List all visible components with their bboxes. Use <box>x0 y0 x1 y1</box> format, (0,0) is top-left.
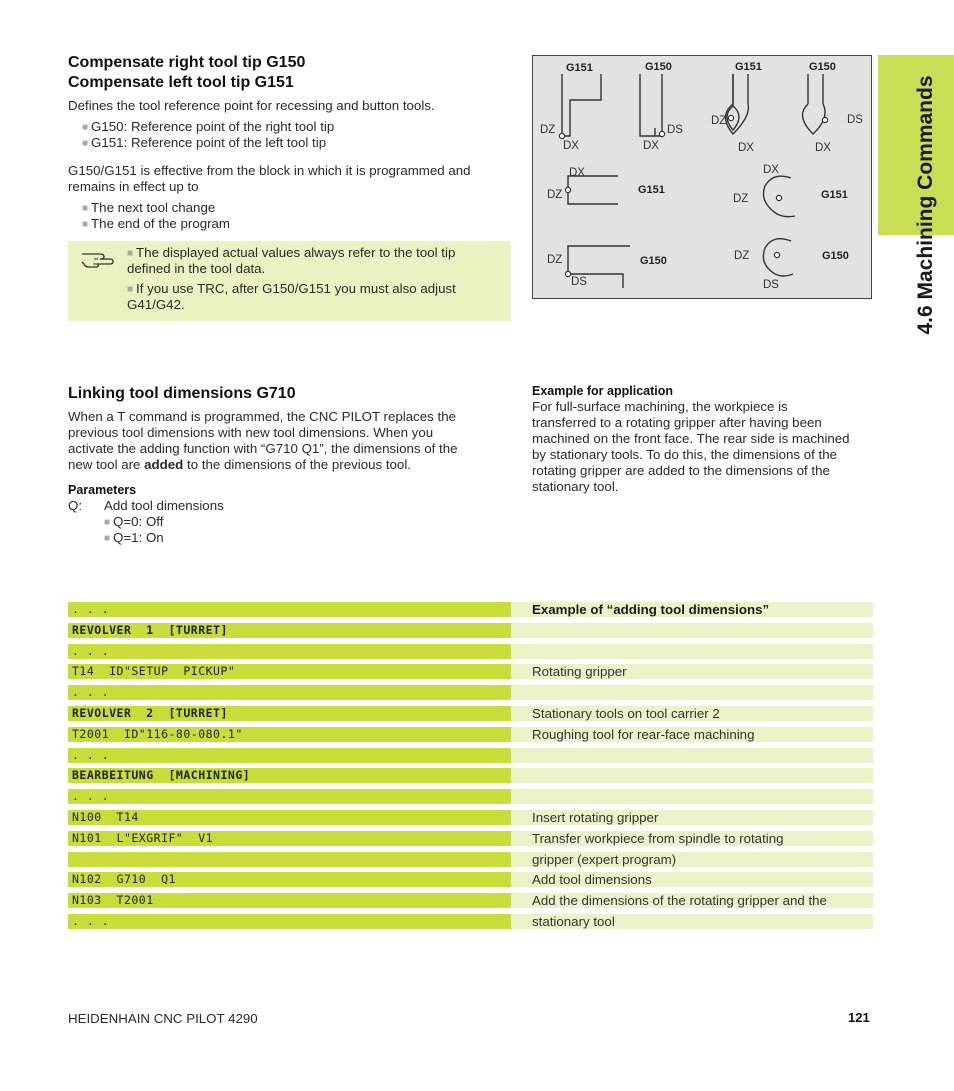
svg-text:DX: DX <box>815 142 831 154</box>
param-key: Q: <box>68 498 83 513</box>
code-row <box>68 872 511 887</box>
description-text: Rotating gripper <box>532 664 627 679</box>
code-text: T2001 ID"116-80-080.1" <box>72 727 243 741</box>
note-line-3: ■ If you use TRC, after G150/G151 you must also adjust <box>127 281 456 299</box>
bullet-g150: ■ G150: Reference point of the right tool tip <box>82 119 334 137</box>
section-intro: Defines the tool reference point for recessing and button tools. <box>68 98 435 113</box>
description-row <box>511 914 873 929</box>
code-text: N102 G710 Q1 <box>72 872 176 886</box>
description-row <box>511 664 873 679</box>
code-row <box>68 664 511 679</box>
code-text: REVOLVER 2 [TURRET] <box>72 706 228 720</box>
svg-text:G150: G150 <box>640 255 667 267</box>
svg-text:G151: G151 <box>566 62 593 74</box>
svg-text:G151: G151 <box>821 189 848 201</box>
description-text: Add the dimensions of the rotating gripper and the <box>532 893 827 908</box>
svg-text:DS: DS <box>667 124 683 136</box>
description-row <box>511 623 873 638</box>
footer-title: HEIDENHAIN CNC PILOT 4290 <box>68 1011 258 1026</box>
svg-text:DS: DS <box>763 279 779 291</box>
svg-text:DZ: DZ <box>711 115 727 127</box>
code-text: . . . <box>72 789 110 803</box>
code-row <box>68 727 511 742</box>
description-text: gripper (expert program) <box>532 852 677 867</box>
svg-text:G150: G150 <box>645 61 672 73</box>
parameters-heading: Parameters <box>68 483 137 497</box>
g710-text-1: When a T command is programmed, the CNC PILOT replaces the <box>68 409 456 424</box>
example-app-line: For full-surface machining, the workpiece is <box>532 399 788 414</box>
example-app-title: Example for application <box>532 384 674 398</box>
code-text: N101 L"EXGRIF" V1 <box>72 831 214 845</box>
tool-tip-diagram <box>532 55 872 299</box>
description-row <box>511 727 873 742</box>
description-row <box>511 768 873 783</box>
svg-text:DZ: DZ <box>547 189 563 201</box>
bullet-tool-change: ■ The next tool change <box>82 200 215 218</box>
svg-text:DX: DX <box>738 142 754 154</box>
svg-text:G150: G150 <box>809 61 836 73</box>
code-row <box>68 852 511 867</box>
description-row <box>511 893 873 908</box>
g710-text-4: new tool are added to the dimensions of the previous tool. <box>68 457 411 472</box>
code-text: BEARBEITUNG [MACHINING] <box>72 768 251 782</box>
description-row <box>511 789 873 804</box>
example-app-line: by stationary tools. To do this, the dimensions of the <box>532 447 838 462</box>
code-row <box>68 644 511 659</box>
code-row <box>68 914 511 929</box>
code-row <box>68 685 511 700</box>
description-row <box>511 685 873 700</box>
pointing-hand-icon <box>80 249 114 269</box>
code-text: N100 T14 <box>72 810 139 824</box>
description-text: Roughing tool for rear-face machining <box>532 727 755 742</box>
example-app-line: transferred to a rotating gripper after having been <box>532 415 822 430</box>
note-line-1: ■ The displayed actual values always refer to the tool tip <box>127 245 455 263</box>
code-text: T14 ID"SETUP PICKUP" <box>72 664 236 678</box>
param-option-on: ■ Q=1: On <box>104 530 164 548</box>
description-row <box>511 602 873 617</box>
g710-title: Linking tool dimensions G710 <box>68 385 296 402</box>
tool-tip-drawings <box>533 56 871 298</box>
param-desc: Add tool dimensions <box>104 498 224 513</box>
code-text: N103 T2001 <box>72 893 154 907</box>
example-app-line: stationary tool. <box>532 479 619 494</box>
code-row <box>68 789 511 804</box>
description-text: stationary tool <box>532 914 615 929</box>
g710-text-2: previous tool dimensions with new tool dimensions. When you <box>68 425 434 440</box>
param-option-off: ■ Q=0: Off <box>104 514 163 532</box>
effect-text-1: G150/G151 is effective from the block in which it is programmed and <box>68 163 471 178</box>
svg-text:DZ: DZ <box>734 250 750 262</box>
svg-text:DX: DX <box>569 167 585 179</box>
description-row <box>511 748 873 763</box>
description-row <box>511 872 873 887</box>
svg-text:DX: DX <box>563 140 579 152</box>
svg-text:DZ: DZ <box>733 193 749 205</box>
svg-text:DZ: DZ <box>540 124 556 136</box>
description-text: Transfer workpiece from spindle to rotating <box>532 831 784 846</box>
code-text: . . . <box>72 748 110 762</box>
description-row <box>511 810 873 825</box>
g710-text-3: activate the adding function with “G710 Q1”, the dimensions of the <box>68 441 458 456</box>
description-row <box>511 644 873 659</box>
code-row <box>68 893 511 908</box>
note-line-2: defined in the tool data. <box>127 261 266 276</box>
description-row <box>511 831 873 846</box>
note-line-4: G41/G42. <box>127 297 185 312</box>
bullet-program-end: ■ The end of the program <box>82 216 230 234</box>
svg-text:G150: G150 <box>822 250 849 262</box>
code-row <box>68 831 511 846</box>
code-text: . . . <box>72 685 110 699</box>
svg-text:DX: DX <box>643 140 659 152</box>
section-title-g151: Compensate left tool tip G151 <box>68 74 294 91</box>
svg-text:DS: DS <box>847 114 863 126</box>
svg-text:DZ: DZ <box>547 254 563 266</box>
description-row <box>511 852 873 867</box>
chapter-tab-label: 4.6 Machining Commands <box>914 75 937 335</box>
code-row <box>68 810 511 825</box>
svg-text:DX: DX <box>763 164 779 176</box>
description-text: Stationary tools on tool carrier 2 <box>532 706 720 721</box>
bullet-g151: ■ G151: Reference point of the left tool tip <box>82 135 326 153</box>
description-text: Example of “adding tool dimensions” <box>532 602 770 617</box>
svg-text:G151: G151 <box>735 61 762 73</box>
code-row <box>68 623 511 638</box>
code-row <box>68 748 511 763</box>
code-row <box>68 706 511 721</box>
page-number: 121 <box>848 1010 870 1025</box>
code-row <box>68 602 511 617</box>
description-text: Add tool dimensions <box>532 872 652 887</box>
svg-text:G151: G151 <box>638 184 665 196</box>
section-title-g150: Compensate right tool tip G150 <box>68 54 306 71</box>
example-app-line: machined on the front face. The rear side is machined <box>532 431 850 446</box>
code-text: . . . <box>72 644 110 658</box>
note-box <box>68 241 511 321</box>
code-text: . . . <box>72 602 110 616</box>
example-app-line: rotating gripper are added to the dimensions of the <box>532 463 830 478</box>
code-text: REVOLVER 1 [TURRET] <box>72 623 228 637</box>
description-text: Insert rotating gripper <box>532 810 659 825</box>
effect-text-2: remains in effect up to <box>68 179 199 194</box>
description-row <box>511 706 873 721</box>
code-row <box>68 768 511 783</box>
code-text: . . . <box>72 914 110 928</box>
svg-text:DS: DS <box>571 276 587 288</box>
